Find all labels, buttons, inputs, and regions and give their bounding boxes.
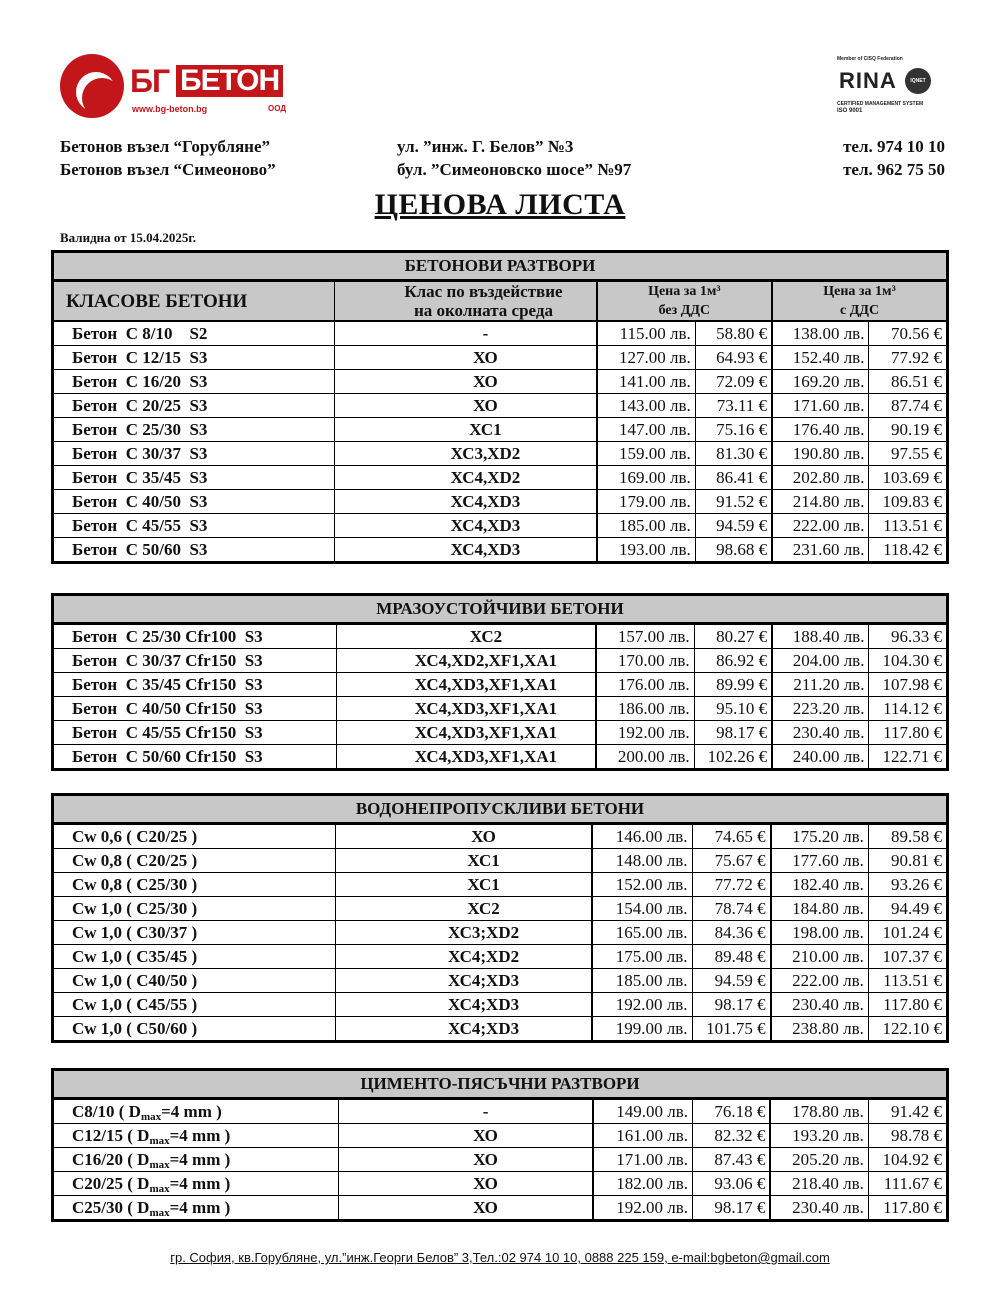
row-class-name: С8/10 ( $D_{max}=4$ mm ) — [53, 1099, 339, 1124]
row-price-eur: 91.52 € — [695, 490, 772, 514]
row-price-bgn-vat: 222.00 лв. — [772, 514, 869, 538]
row-exposure-class: ХО — [335, 370, 597, 394]
plant-row — [60, 158, 945, 181]
table-row — [53, 490, 948, 514]
table-row — [53, 1017, 948, 1042]
row-price-eur: 89.48 € — [692, 945, 771, 969]
row-class-name: Бетон С 40/50 Cfr150 S3 — [53, 697, 337, 721]
row-price-bgn-vat: 205.20 лв. — [770, 1148, 868, 1172]
row-price-bgn-vat: 182.40 лв. — [771, 873, 869, 897]
row-price-eur: 73.11 € — [695, 394, 772, 418]
table-row — [53, 945, 948, 969]
row-exposure-class: ХС4,ХD3,ХF1,ХА1 — [337, 697, 596, 721]
cert-member-text: Member of CISQ Federation — [837, 56, 903, 62]
table-row — [53, 1099, 948, 1124]
table-row — [53, 418, 948, 442]
row-price-eur: 74.65 € — [692, 824, 771, 849]
row-price-eur-vat: 96.33 € — [869, 624, 948, 649]
row-price-bgn-vat: 238.80 лв. — [771, 1017, 869, 1042]
row-price-bgn: 165.00 лв. — [592, 921, 692, 945]
row-exposure-class: ХС3;ХD2 — [335, 921, 592, 945]
row-exposure-class: ХО — [339, 1124, 593, 1148]
row-class-name: Бетон С 20/25 S3 — [53, 394, 335, 418]
row-price-bgn: 143.00 лв. — [597, 394, 696, 418]
row-price-eur: 76.18 € — [693, 1099, 771, 1124]
row-price-eur-vat: 118.42 € — [869, 538, 948, 563]
row-exposure-class: ХО — [339, 1172, 593, 1196]
table-row — [53, 824, 948, 849]
row-class-name: Бетон С 25/30 Cfr100 S3 — [53, 624, 337, 649]
row-class-name: С16/20 ( $D_{max}=4$ mm ) — [53, 1148, 339, 1172]
plant-phone: тел. 962 75 50 — [843, 160, 945, 179]
row-price-bgn: 179.00 лв. — [597, 490, 696, 514]
row-price-eur-vat: 117.80 € — [868, 993, 947, 1017]
row-price-eur: 98.68 € — [695, 538, 772, 563]
column-header-class: КЛАСОВЕ БЕТОНИ — [53, 281, 335, 322]
row-class-name: Бетон С 45/55 S3 — [53, 514, 335, 538]
section-title: МРАЗОУСТОЙЧИВИ БЕТОНИ — [53, 595, 948, 624]
price-table-waterproof — [51, 793, 949, 1043]
row-price-bgn: 186.00 лв. — [596, 697, 695, 721]
row-class-name: С20/25 ( $D_{max}=4$ mm ) — [53, 1172, 339, 1196]
row-price-eur-vat: 77.92 € — [869, 346, 948, 370]
logo-brand-right: БЕТОН — [176, 65, 283, 97]
row-exposure-class: - — [335, 321, 597, 346]
row-exposure-class: ХС4,ХD3,ХF1,ХА1 — [337, 745, 596, 770]
row-price-eur: 81.30 € — [695, 442, 772, 466]
row-class-name: Cw 1,0 ( C50/60 ) — [53, 1017, 336, 1042]
table-row — [53, 370, 948, 394]
row-exposure-class: ХС4,ХD3 — [335, 514, 597, 538]
table-row — [53, 897, 948, 921]
row-exposure-class: ХС4,ХD2,ХF1,ХА1 — [337, 649, 596, 673]
row-price-eur: 77.72 € — [692, 873, 771, 897]
row-price-eur: 84.36 € — [692, 921, 771, 945]
row-price-bgn: 148.00 лв. — [592, 849, 692, 873]
row-price-bgn-vat: 211.20 лв. — [772, 673, 869, 697]
row-price-bgn-vat: 188.40 лв. — [772, 624, 869, 649]
row-class-name: Бетон С 35/45 Cfr150 S3 — [53, 673, 337, 697]
row-class-name: Бетон С 16/20 S3 — [53, 370, 335, 394]
valid-from-date: Валидна от 15.04.2025г. — [60, 230, 197, 245]
row-price-eur: 89.99 € — [694, 673, 772, 697]
table-row — [53, 1148, 948, 1172]
row-price-eur: 72.09 € — [695, 370, 772, 394]
row-class-name: Cw 1,0 ( C40/50 ) — [53, 969, 336, 993]
row-price-eur: 64.93 € — [695, 346, 772, 370]
row-class-name: Бетон С 30/37 S3 — [53, 442, 335, 466]
row-price-bgn-vat: 184.80 лв. — [771, 897, 869, 921]
row-price-bgn: 199.00 лв. — [592, 1017, 692, 1042]
row-price-bgn-vat: 202.80 лв. — [772, 466, 869, 490]
table-row — [53, 921, 948, 945]
row-price-bgn: 127.00 лв. — [597, 346, 696, 370]
row-price-bgn: 192.00 лв. — [593, 1196, 693, 1221]
row-price-eur-vat: 90.81 € — [868, 849, 947, 873]
page-title: ЦЕНОВА ЛИСТА — [374, 188, 626, 221]
row-price-eur-vat: 101.24 € — [868, 921, 947, 945]
plant-address: ул. ”инж. Г. Белов” №3 — [397, 137, 574, 156]
section-title: БЕТОНОВИ РАЗТВОРИ — [53, 252, 948, 281]
column-header-exposure: Клас по въздействие на околната среда — [335, 281, 597, 322]
section-title: ЦИМЕНТО-ПЯСЪЧНИ РАЗТВОРИ — [53, 1070, 948, 1099]
row-price-bgn-vat: 198.00 лв. — [771, 921, 869, 945]
row-price-bgn-vat: 204.00 лв. — [772, 649, 869, 673]
row-class-name: Cw 0,8 ( C25/30 ) — [53, 873, 336, 897]
row-price-bgn: 185.00 лв. — [592, 969, 692, 993]
row-price-eur-vat: 122.71 € — [869, 745, 948, 770]
row-exposure-class: ХС1 — [335, 849, 592, 873]
row-price-eur-vat: 113.51 € — [868, 969, 947, 993]
row-price-eur: 75.67 € — [692, 849, 771, 873]
row-class-name: С12/15 ( $D_{max}=4$ mm ) — [53, 1124, 339, 1148]
row-price-eur: 87.43 € — [693, 1148, 771, 1172]
row-exposure-class: ХО — [335, 824, 592, 849]
row-price-bgn: 115.00 лв. — [597, 321, 696, 346]
row-price-eur-vat: 98.78 € — [868, 1124, 947, 1148]
row-price-bgn: 192.00 лв. — [592, 993, 692, 1017]
row-price-bgn-vat: 193.20 лв. — [770, 1124, 868, 1148]
row-exposure-class: ХС3,ХD2 — [335, 442, 597, 466]
cert-system-text: CERTIFIED MANAGEMENT SYSTEM — [837, 101, 924, 107]
row-exposure-class: ХС4;ХD3 — [335, 1017, 592, 1042]
row-class-name: Бетон С 12/15 S3 — [53, 346, 335, 370]
row-price-eur-vat: 117.80 € — [869, 721, 948, 745]
row-price-eur: 98.17 € — [693, 1196, 771, 1221]
row-price-eur: 94.59 € — [692, 969, 771, 993]
table-row — [53, 466, 948, 490]
row-price-eur-vat: 90.19 € — [869, 418, 948, 442]
row-price-eur-vat: 104.30 € — [869, 649, 948, 673]
rina-logo-icon: RINA — [839, 68, 897, 93]
row-exposure-class: ХС4,ХD3 — [335, 490, 597, 514]
row-price-bgn-vat: 231.60 лв. — [772, 538, 869, 563]
row-price-eur-vat: 107.37 € — [868, 945, 947, 969]
table-row — [53, 346, 948, 370]
row-price-eur-vat: 122.10 € — [868, 1017, 947, 1042]
row-price-eur: 95.10 € — [694, 697, 772, 721]
table-row — [53, 993, 948, 1017]
row-exposure-class: ХС4,ХD3,ХF1,ХА1 — [337, 673, 596, 697]
row-exposure-class: ХС4,ХD2 — [335, 466, 597, 490]
row-price-bgn: 193.00 лв. — [597, 538, 696, 563]
row-price-eur-vat: 109.83 € — [869, 490, 948, 514]
row-price-bgn-vat: 177.60 лв. — [771, 849, 869, 873]
row-price-eur: 98.17 € — [694, 721, 772, 745]
row-exposure-class: ХО — [335, 346, 597, 370]
row-price-eur-vat: 91.42 € — [868, 1099, 947, 1124]
row-price-bgn: 147.00 лв. — [597, 418, 696, 442]
row-class-name: Бетон С 35/45 S3 — [53, 466, 335, 490]
row-class-name: Бетон С 45/55 Cfr150 S3 — [53, 721, 337, 745]
row-price-bgn: 175.00 лв. — [592, 945, 692, 969]
row-exposure-class: - — [339, 1099, 593, 1124]
row-price-eur-vat: 97.55 € — [869, 442, 948, 466]
column-header-price-vat: Цена за 1м³ с ДДС — [772, 281, 947, 322]
row-price-eur: 75.16 € — [695, 418, 772, 442]
row-price-bgn-vat: 218.40 лв. — [770, 1172, 868, 1196]
row-price-eur-vat: 117.80 € — [868, 1196, 947, 1221]
plant-name: Бетонов възел “Симеоново” — [60, 160, 276, 179]
row-price-eur-vat: 107.98 € — [869, 673, 948, 697]
row-price-eur: 58.80 € — [695, 321, 772, 346]
row-price-bgn: 159.00 лв. — [597, 442, 696, 466]
table-row — [53, 721, 948, 745]
plant-name: Бетонов възел “Горубляне” — [60, 137, 271, 156]
row-exposure-class: ХС4,ХD3,ХF1,ХА1 — [337, 721, 596, 745]
row-price-eur-vat: 70.56 € — [869, 321, 948, 346]
table-row — [53, 849, 948, 873]
row-price-eur: 94.59 € — [695, 514, 772, 538]
row-class-name: Бетон С 30/37 Cfr150 S3 — [53, 649, 337, 673]
row-price-eur: 98.17 € — [692, 993, 771, 1017]
row-exposure-class: ХС4;ХD2 — [335, 945, 592, 969]
table-row — [53, 673, 948, 697]
row-price-bgn-vat: 223.20 лв. — [772, 697, 869, 721]
table-row — [53, 745, 948, 770]
column-header-price-no-vat: Цена за 1м³ без ДДС — [597, 281, 772, 322]
table-row — [53, 514, 948, 538]
row-class-name: Бетон С 50/60 Cfr150 S3 — [53, 745, 337, 770]
row-price-eur: 86.92 € — [694, 649, 772, 673]
row-price-bgn: 185.00 лв. — [597, 514, 696, 538]
row-exposure-class: ХС2 — [335, 897, 592, 921]
row-price-bgn: 182.00 лв. — [593, 1172, 693, 1196]
row-price-bgn-vat: 190.80 лв. — [772, 442, 869, 466]
row-price-eur: 78.74 € — [692, 897, 771, 921]
table-row — [53, 394, 948, 418]
row-price-bgn: 154.00 лв. — [592, 897, 692, 921]
row-price-bgn-vat: 230.40 лв. — [772, 721, 869, 745]
row-price-bgn: 192.00 лв. — [596, 721, 695, 745]
row-class-name: С25/30 ( $D_{max}=4$ mm ) — [53, 1196, 339, 1221]
table-row — [53, 873, 948, 897]
row-price-bgn: 161.00 лв. — [593, 1124, 693, 1148]
price-table-cement-sand — [51, 1068, 949, 1222]
row-class-name: Cw 1,0 ( C30/37 ) — [53, 921, 336, 945]
row-price-bgn-vat: 176.40 лв. — [772, 418, 869, 442]
row-price-bgn-vat: 222.00 лв. — [771, 969, 869, 993]
row-price-eur-vat: 111.67 € — [868, 1172, 947, 1196]
row-exposure-class: ХО — [339, 1196, 593, 1221]
logo-website: www.bg-beton.bg — [132, 104, 208, 114]
table-row — [53, 624, 948, 649]
row-price-eur-vat: 93.26 € — [868, 873, 947, 897]
row-class-name: Cw 1,0 ( C35/45 ) — [53, 945, 336, 969]
section-title: ВОДОНЕПРОПУСКЛИВИ БЕТОНИ — [53, 795, 948, 824]
logo-legal-form: ООД — [268, 104, 287, 113]
row-class-name: Cw 1,0 ( C25/30 ) — [53, 897, 336, 921]
price-table-frost-resistant — [51, 593, 949, 771]
row-exposure-class: ХС4,ХD3 — [335, 538, 597, 563]
row-price-eur-vat: 87.74 € — [869, 394, 948, 418]
row-exposure-class: ХС4;ХD3 — [335, 969, 592, 993]
row-price-eur: 82.32 € — [693, 1124, 771, 1148]
row-price-bgn-vat: 230.40 лв. — [770, 1196, 868, 1221]
row-price-bgn: 169.00 лв. — [597, 466, 696, 490]
row-exposure-class: ХС4;ХD3 — [335, 993, 592, 1017]
row-price-bgn-vat: 210.00 лв. — [771, 945, 869, 969]
row-price-bgn: 176.00 лв. — [596, 673, 695, 697]
row-price-bgn: 157.00 лв. — [596, 624, 695, 649]
row-price-bgn-vat: 171.60 лв. — [772, 394, 869, 418]
row-price-eur-vat: 113.51 € — [869, 514, 948, 538]
table-row — [53, 1196, 948, 1221]
row-price-bgn: 152.00 лв. — [592, 873, 692, 897]
row-price-bgn: 149.00 лв. — [593, 1099, 693, 1124]
row-price-eur-vat: 103.69 € — [869, 466, 948, 490]
row-price-eur: 86.41 € — [695, 466, 772, 490]
row-class-name: Cw 0,6 ( C20/25 ) — [53, 824, 336, 849]
row-price-eur: 93.06 € — [693, 1172, 771, 1196]
row-exposure-class: ХС1 — [335, 418, 597, 442]
row-price-bgn-vat: 230.40 лв. — [771, 993, 869, 1017]
row-price-bgn-vat: 214.80 лв. — [772, 490, 869, 514]
row-price-bgn: 200.00 лв. — [596, 745, 695, 770]
row-price-eur: 80.27 € — [694, 624, 772, 649]
row-price-bgn: 141.00 лв. — [597, 370, 696, 394]
row-price-bgn-vat: 178.80 лв. — [770, 1099, 868, 1124]
row-price-bgn-vat: 138.00 лв. — [772, 321, 869, 346]
row-price-bgn-vat: 240.00 лв. — [772, 745, 869, 770]
logo-brand-left: БГ — [130, 63, 170, 99]
table-row — [53, 697, 948, 721]
plant-row — [60, 135, 945, 158]
row-price-eur-vat: 89.58 € — [868, 824, 947, 849]
row-class-name: Бетон С 25/30 S3 — [53, 418, 335, 442]
logo-emblem-icon — [60, 54, 124, 118]
table-row — [53, 1172, 948, 1196]
row-class-name: Бетон С 8/10 S2 — [53, 321, 335, 346]
row-price-eur-vat: 86.51 € — [869, 370, 948, 394]
certification-mark — [835, 56, 945, 122]
row-price-eur-vat: 114.12 € — [869, 697, 948, 721]
row-price-bgn-vat: 175.20 лв. — [771, 824, 869, 849]
row-exposure-class: ХО — [335, 394, 597, 418]
row-class-name: Cw 1,0 ( C45/55 ) — [53, 993, 336, 1017]
table-row — [53, 321, 948, 346]
row-price-eur-vat: 94.49 € — [868, 897, 947, 921]
company-logo — [60, 54, 285, 120]
row-price-bgn-vat: 152.40 лв. — [772, 346, 869, 370]
table-row — [53, 1124, 948, 1148]
row-price-eur: 101.75 € — [692, 1017, 771, 1042]
table-row — [53, 538, 948, 563]
table-row — [53, 442, 948, 466]
row-price-bgn: 171.00 лв. — [593, 1148, 693, 1172]
price-table-concrete — [51, 250, 949, 564]
row-class-name: Бетон С 40/50 S3 — [53, 490, 335, 514]
row-price-bgn: 146.00 лв. — [592, 824, 692, 849]
row-exposure-class: ХО — [339, 1148, 593, 1172]
plant-address: бул. ”Симеоновско шосе” №97 — [397, 160, 632, 179]
row-price-bgn-vat: 169.20 лв. — [772, 370, 869, 394]
iqnet-badge-icon: IQNET — [905, 68, 931, 94]
plant-phone: тел. 974 10 10 — [843, 137, 945, 156]
row-price-eur: 102.26 € — [694, 745, 772, 770]
plant-list — [60, 135, 945, 181]
row-price-bgn: 170.00 лв. — [596, 649, 695, 673]
cert-standard-text: ISO 9001 — [837, 108, 863, 114]
row-class-name: Cw 0,8 ( C20/25 ) — [53, 849, 336, 873]
row-price-eur-vat: 104.92 € — [868, 1148, 947, 1172]
row-exposure-class: ХС2 — [337, 624, 596, 649]
row-exposure-class: ХС1 — [335, 873, 592, 897]
row-class-name: Бетон С 50/60 S3 — [53, 538, 335, 563]
table-row — [53, 969, 948, 993]
footer-contact: гр. София, кв.Горубляне, ул.”инж.Георги Белов” 3,Тел.:02 974 10 10, 0888 225 159, e-mail:bgbeton@gmail.com — [170, 1250, 830, 1265]
table-row — [53, 649, 948, 673]
